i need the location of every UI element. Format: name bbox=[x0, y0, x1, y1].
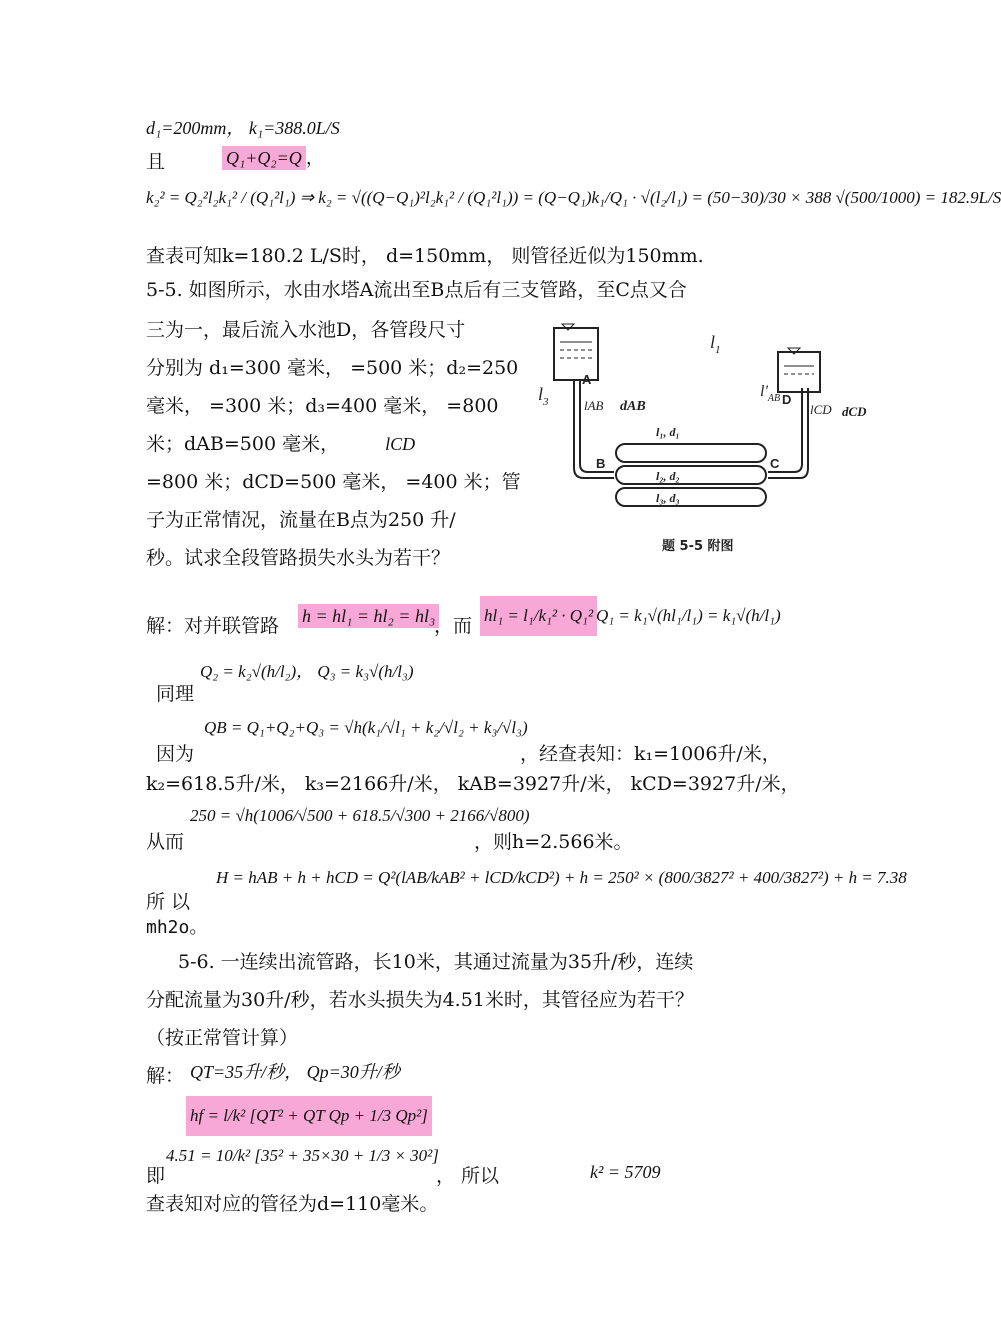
h-result: ，则h=2.566米。 bbox=[474, 831, 633, 853]
parallel-pipes bbox=[616, 444, 766, 506]
solution-label-2: 解： bbox=[146, 1065, 185, 1087]
figure-caption: 题 5-5 附图 bbox=[662, 539, 734, 554]
problem-5-6-title: 5-6. 一连续出流管路，长10米，其通过流量为35升/秒，连续 bbox=[178, 951, 694, 973]
label-a: A bbox=[582, 372, 592, 387]
so-label-2: ， 所以 bbox=[436, 1165, 500, 1187]
label-lab: lAB bbox=[584, 398, 604, 413]
therefore-label: 从而 bbox=[146, 831, 185, 853]
pipe-network-figure bbox=[538, 318, 867, 558]
label-l3: $l_3$ bbox=[538, 384, 549, 408]
flow-given: QT=35升/秒， Qp=30升/秒 bbox=[190, 1062, 400, 1082]
water-tank-d bbox=[778, 348, 820, 392]
problem-5-6-text-1: 分配流量为30升/秒，若水头损失为4.51米时，其管径应为若干？ bbox=[146, 989, 694, 1011]
k1-value: ，经查表知：k₁=1006升/米， bbox=[520, 743, 781, 765]
problem-5-5-text-1: 三为一，最后流入水池D，各管段尺寸 bbox=[146, 319, 466, 341]
problem-5-5-text-5: =800 米；dCD=500 毫米， =400 米；管 bbox=[146, 471, 521, 493]
k-squared-equation: 4.51 = 10/k² [35² + 35×30 + 1/3 × 30²] bbox=[166, 1146, 439, 1165]
because-label: 因为 bbox=[156, 743, 195, 765]
water-tower-a bbox=[554, 324, 598, 380]
problem-5-5-title: 5-5. 如图所示，水由水塔A流出至B点后有三支管路，至C点又合 bbox=[146, 279, 687, 301]
head-equality: h = hl₁ = hl₂ = hl₃ bbox=[298, 604, 439, 628]
label-lab-top: $l'_{AB}$ bbox=[760, 383, 781, 404]
and-label: 且 bbox=[146, 151, 166, 173]
label-pipe-2: l₂, d₂ bbox=[656, 469, 680, 483]
label-pipe-3: l₃, d₃ bbox=[656, 491, 680, 505]
label-dcd: dCD bbox=[842, 404, 867, 419]
h-equation: 250 = √h(1006/√500 + 618.5/√300 + 2166/√800) bbox=[190, 806, 530, 825]
problem-5-5-text-6: 子为正常情况，流量在B点为250 升/ bbox=[146, 509, 456, 531]
and-text: ，而 bbox=[434, 615, 473, 637]
problem-5-5-text-4: 米；dAB=500 毫米， lCD bbox=[146, 433, 416, 455]
problem-5-5-text-7: 秒。试求全段管路损失水头为若干？ bbox=[146, 547, 451, 569]
problem-5-5-text-2: 分别为 d₁=300 毫米， =500 米；d₂=250 bbox=[146, 357, 519, 379]
problem-5-5-text-3: 毫米， =300 米；d₃=400 毫米， =800 bbox=[146, 395, 499, 417]
given-d1-k1: d₁=200mm， k₁=388.0L/S bbox=[146, 118, 340, 138]
label-lcd: lCD bbox=[810, 402, 832, 417]
q2-q3-formula: Q₂ = k₂√(h/l₂)， Q₃ = k₃√(h/l₃) bbox=[200, 662, 414, 681]
final-answer: 查表知对应的管径为d=110毫米。 bbox=[146, 1193, 439, 1215]
label-pipe-1: l₁, d₁ bbox=[656, 425, 680, 439]
flow-sum-equation: Q₁+Q₂=Q ， bbox=[222, 146, 324, 170]
label-dab: dAB bbox=[620, 399, 646, 414]
lcd-label: lCD bbox=[385, 434, 416, 454]
solution-label-1: 解：对并联管路 bbox=[146, 615, 280, 637]
label-d: D bbox=[782, 392, 792, 407]
so-label: 所 以 bbox=[146, 891, 191, 913]
label-b: B bbox=[596, 456, 606, 471]
label-l1: $l_1$ bbox=[710, 332, 721, 356]
continuous-flow-formula: hf = l/k² [QT² + QT Qp + 1/3 Qp²] bbox=[186, 1096, 432, 1136]
qb-formula: QB = Q₁+Q₂+Q₃ = √h(k₁/√l₁ + k₂/√l₂ + k₃/√l₃) bbox=[204, 718, 528, 737]
q1-formula: Q₁ = k₁√(hl₁/l₁) = k₁√(h/l₁) bbox=[596, 606, 781, 625]
similarly-label: 同理 bbox=[156, 683, 195, 705]
k2-derivation: k₂² = Q₂²l₂k₁² / (Q₁²l₁) ⇒ k₂ = √((Q−Q₁)²l₂k₁² / (Q₁²l₁)) = (Q−Q₁)k₁/Q₁ · √(l₂/l₁) = (50−30)/30 × 388 √(500/1000) = 182.9L/S bbox=[146, 188, 1001, 207]
head-loss-formula: hl₁ = l₁/k₁² · Q₁² bbox=[480, 596, 597, 636]
label-c: C bbox=[770, 456, 780, 471]
namely-label: 即 bbox=[146, 1165, 166, 1187]
unit-mh2o: mh2o。 bbox=[146, 917, 208, 938]
k-values: k₂=618.5升/米， k₃=2166升/米， kAB=3927升/米， kCD=3927升/米， bbox=[146, 773, 800, 795]
line-and bbox=[146, 150, 165, 174]
total-head-formula: H = hAB + h + hCD = Q²(lAB/kAB² + lCD/kCD²) + h = 250² × (800/3827² + 400/3827²) + h = 7.38 bbox=[216, 868, 907, 887]
k-squared-result: k² = 5709 bbox=[590, 1162, 661, 1182]
table-lookup-1: 查表可知k=180.2 L/S时， d=150mm， 则管径近似为150mm. bbox=[146, 245, 704, 267]
problem-5-6-text-2: （按正常管计算） bbox=[146, 1027, 299, 1049]
